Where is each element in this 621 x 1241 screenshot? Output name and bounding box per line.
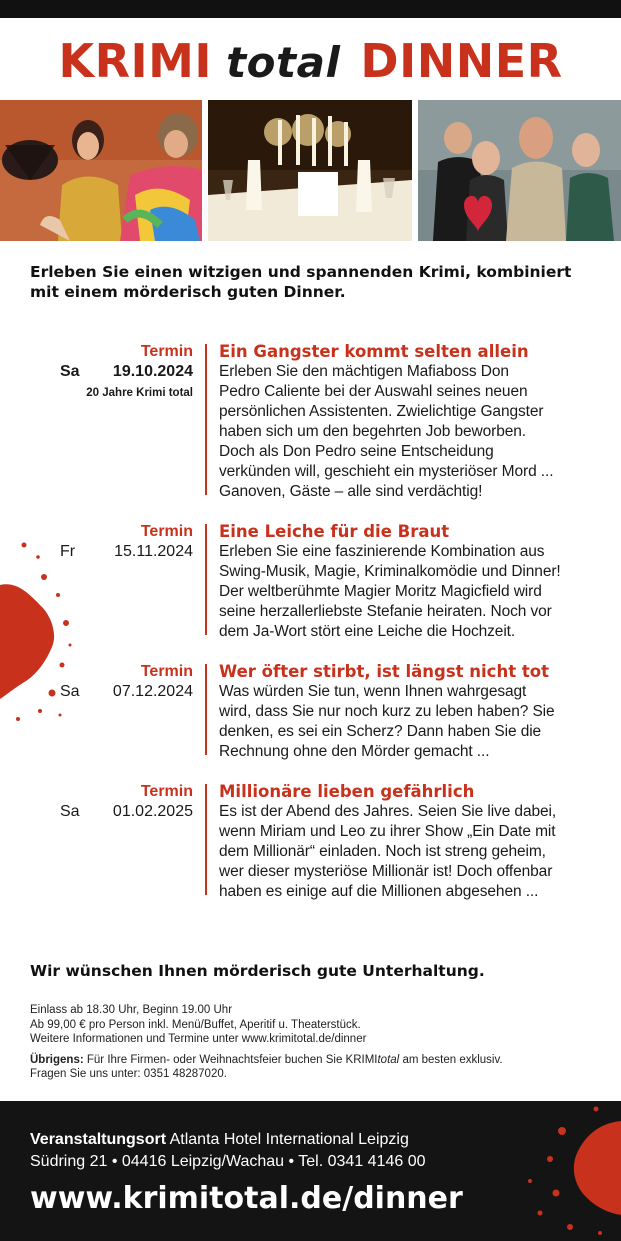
- event-date: [60, 542, 193, 562]
- event-date: [60, 362, 193, 382]
- event-date-value: 01.02.2025: [112, 803, 193, 820]
- top-black-bar: [0, 0, 621, 18]
- photo-cast: [418, 100, 621, 241]
- event-desc-line: haben sich um den begehrten Job beworben.: [219, 423, 526, 440]
- event-desc-line: denken, es sei ein Scherz? Dann haben Sie die: [219, 723, 542, 740]
- event-desc-line: Was würden Sie tun, wenn Ihnen wahrgesagt: [219, 683, 527, 700]
- event-day: Sa: [60, 683, 80, 700]
- event-date-value: 07.12.2024: [112, 683, 193, 700]
- uebrigens-text-b: am besten exklusiv.: [402, 1053, 503, 1066]
- info-block: [30, 1003, 600, 1082]
- event-desc-line: wer dieser mysteriöse Millionär ist! Doch offenbar: [219, 863, 553, 880]
- blood-splatter-right: [490, 1101, 621, 1241]
- event-date: [60, 682, 193, 702]
- event-desc-line: dem Millionär“ einladen. Noch ist streng geheim,: [219, 843, 546, 860]
- closing-text: Wir wünschen Ihnen mörderisch gute Unterhaltung.: [30, 962, 485, 980]
- logo-word-krimi: KRIMI: [58, 34, 213, 88]
- info-line-contact: Fragen Sie uns unter: 0351 48287020.: [30, 1068, 227, 1080]
- event-desc-line: Erleben Sie den mächtigen Mafiaboss Don: [219, 363, 509, 380]
- termin-label: Termin: [140, 523, 193, 540]
- event-desc-line: Doch als Don Pedro seine Entscheidung: [219, 443, 494, 460]
- event-note: 20 Jahre Krimi total: [86, 387, 193, 399]
- divider-line: [205, 784, 207, 895]
- info-line-more: Weitere Informationen und Termine unter www.krimitotal.de/dinner: [30, 1033, 367, 1045]
- event-desc-line: verkünden will, geschieht ein mysteriöser Mord ...: [219, 463, 554, 480]
- divider-line: [205, 664, 207, 755]
- info-line-admission: Einlass ab 18.30 Uhr, Beginn 19.00 Uhr: [30, 1004, 233, 1016]
- event-date-block: [60, 342, 193, 403]
- termin-label: Termin: [140, 783, 193, 800]
- event-desc-line: Der weltberühmte Magier Moritz Magicfield wird: [219, 583, 542, 600]
- venue-name: Atlanta Hotel International Leipzig: [169, 1131, 409, 1148]
- footer: [0, 1101, 621, 1241]
- event-desc-line: Es ist der Abend des Jahres. Seien Sie live dabei,: [219, 803, 557, 820]
- divider-line: [205, 344, 207, 495]
- photo-actresses: [0, 100, 202, 241]
- event-desc-line: persönlichen Assistenten. Zwielichtige Gangster: [219, 403, 544, 420]
- event-desc-line: Swing-Musik, Magie, Kriminalkomödie und Dinner!: [219, 563, 561, 580]
- website-url[interactable]: www.krimitotal.de/dinner: [30, 1181, 463, 1216]
- venue-line: [30, 1129, 426, 1151]
- event-title: Wer öfter stirbt, ist längst nicht tot: [219, 662, 549, 681]
- divider-line: [205, 524, 207, 635]
- info-line-price: Ab 99,00 € pro Person inkl. Menü/Buffet, Aperitif u. Theaterstück.: [30, 1018, 361, 1031]
- photo-strip: [0, 100, 621, 241]
- uebrigens-text-a: Für Ihre Firmen- oder Weihnachtsfeier buchen Sie KRIMI: [86, 1053, 378, 1066]
- event-day: Sa: [60, 803, 80, 820]
- intro-text: Erleben Sie einen witzigen und spannenden Krimi, kombiniert mit einem mörderisch guten Dinner.: [30, 263, 572, 301]
- event-content: [219, 662, 604, 762]
- event-desc-line: wird, dass Sie nur noch kurz zu leben haben? Sie: [219, 703, 555, 720]
- event-desc-line: haben es einige auf die Millionen abgesehen ...: [219, 883, 539, 900]
- logo: [0, 34, 621, 88]
- termin-label: Termin: [140, 663, 193, 680]
- event-date-value: 19.10.2024: [112, 363, 193, 380]
- event-desc-line: dem Ja-Wort stört eine Leiche die Hochzeit.: [219, 623, 516, 640]
- event-title: Eine Leiche für die Braut: [219, 522, 450, 541]
- event-desc-line: Rechnung ohne den Mörder gemacht ...: [219, 743, 490, 760]
- info-line-uebrigens: [30, 1053, 600, 1068]
- venue-address: Südring 21 • 04416 Leipzig/Wachau • Tel. 0341 4146 00: [30, 1153, 426, 1170]
- event-desc-line: seine herzallerliebste Stefanie heiraten. Noch vor: [219, 603, 552, 620]
- event-content: [219, 522, 604, 642]
- venue-label: Veranstaltungsort: [30, 1131, 167, 1148]
- event-content: [219, 342, 604, 502]
- event-content: [219, 782, 604, 902]
- event-date-block: [60, 522, 193, 562]
- event-date-block: [60, 782, 193, 822]
- event-day: Sa: [60, 363, 80, 380]
- event-date-block: [60, 662, 193, 702]
- event-desc-line: wenn Miriam und Leo zu ihrer Show „Ein Date mit: [219, 823, 556, 840]
- event-title: Millionäre lieben gefährlich: [219, 782, 475, 801]
- termin-label: Termin: [140, 343, 193, 360]
- uebrigens-label: Übrigens:: [30, 1053, 84, 1066]
- event-day: Fr: [60, 543, 76, 560]
- event-desc-line: Ganoven, Gäste – alle sind verdächtig!: [219, 483, 483, 500]
- logo-word-dinner: DINNER: [360, 34, 563, 88]
- venue-info: [30, 1129, 426, 1173]
- photo-dinner-table: [208, 100, 412, 241]
- event-date-value: 15.11.2024: [114, 543, 193, 560]
- uebrigens-total: total: [377, 1053, 400, 1066]
- event-date: [60, 802, 193, 822]
- logo-word-total: total: [226, 38, 341, 87]
- event-title: Ein Gangster kommt selten allein: [219, 342, 529, 361]
- event-desc-line: Pedro Caliente bei der Auswahl seines neuen: [219, 383, 528, 400]
- event-desc-line: Erleben Sie eine faszinierende Kombination aus: [219, 543, 545, 560]
